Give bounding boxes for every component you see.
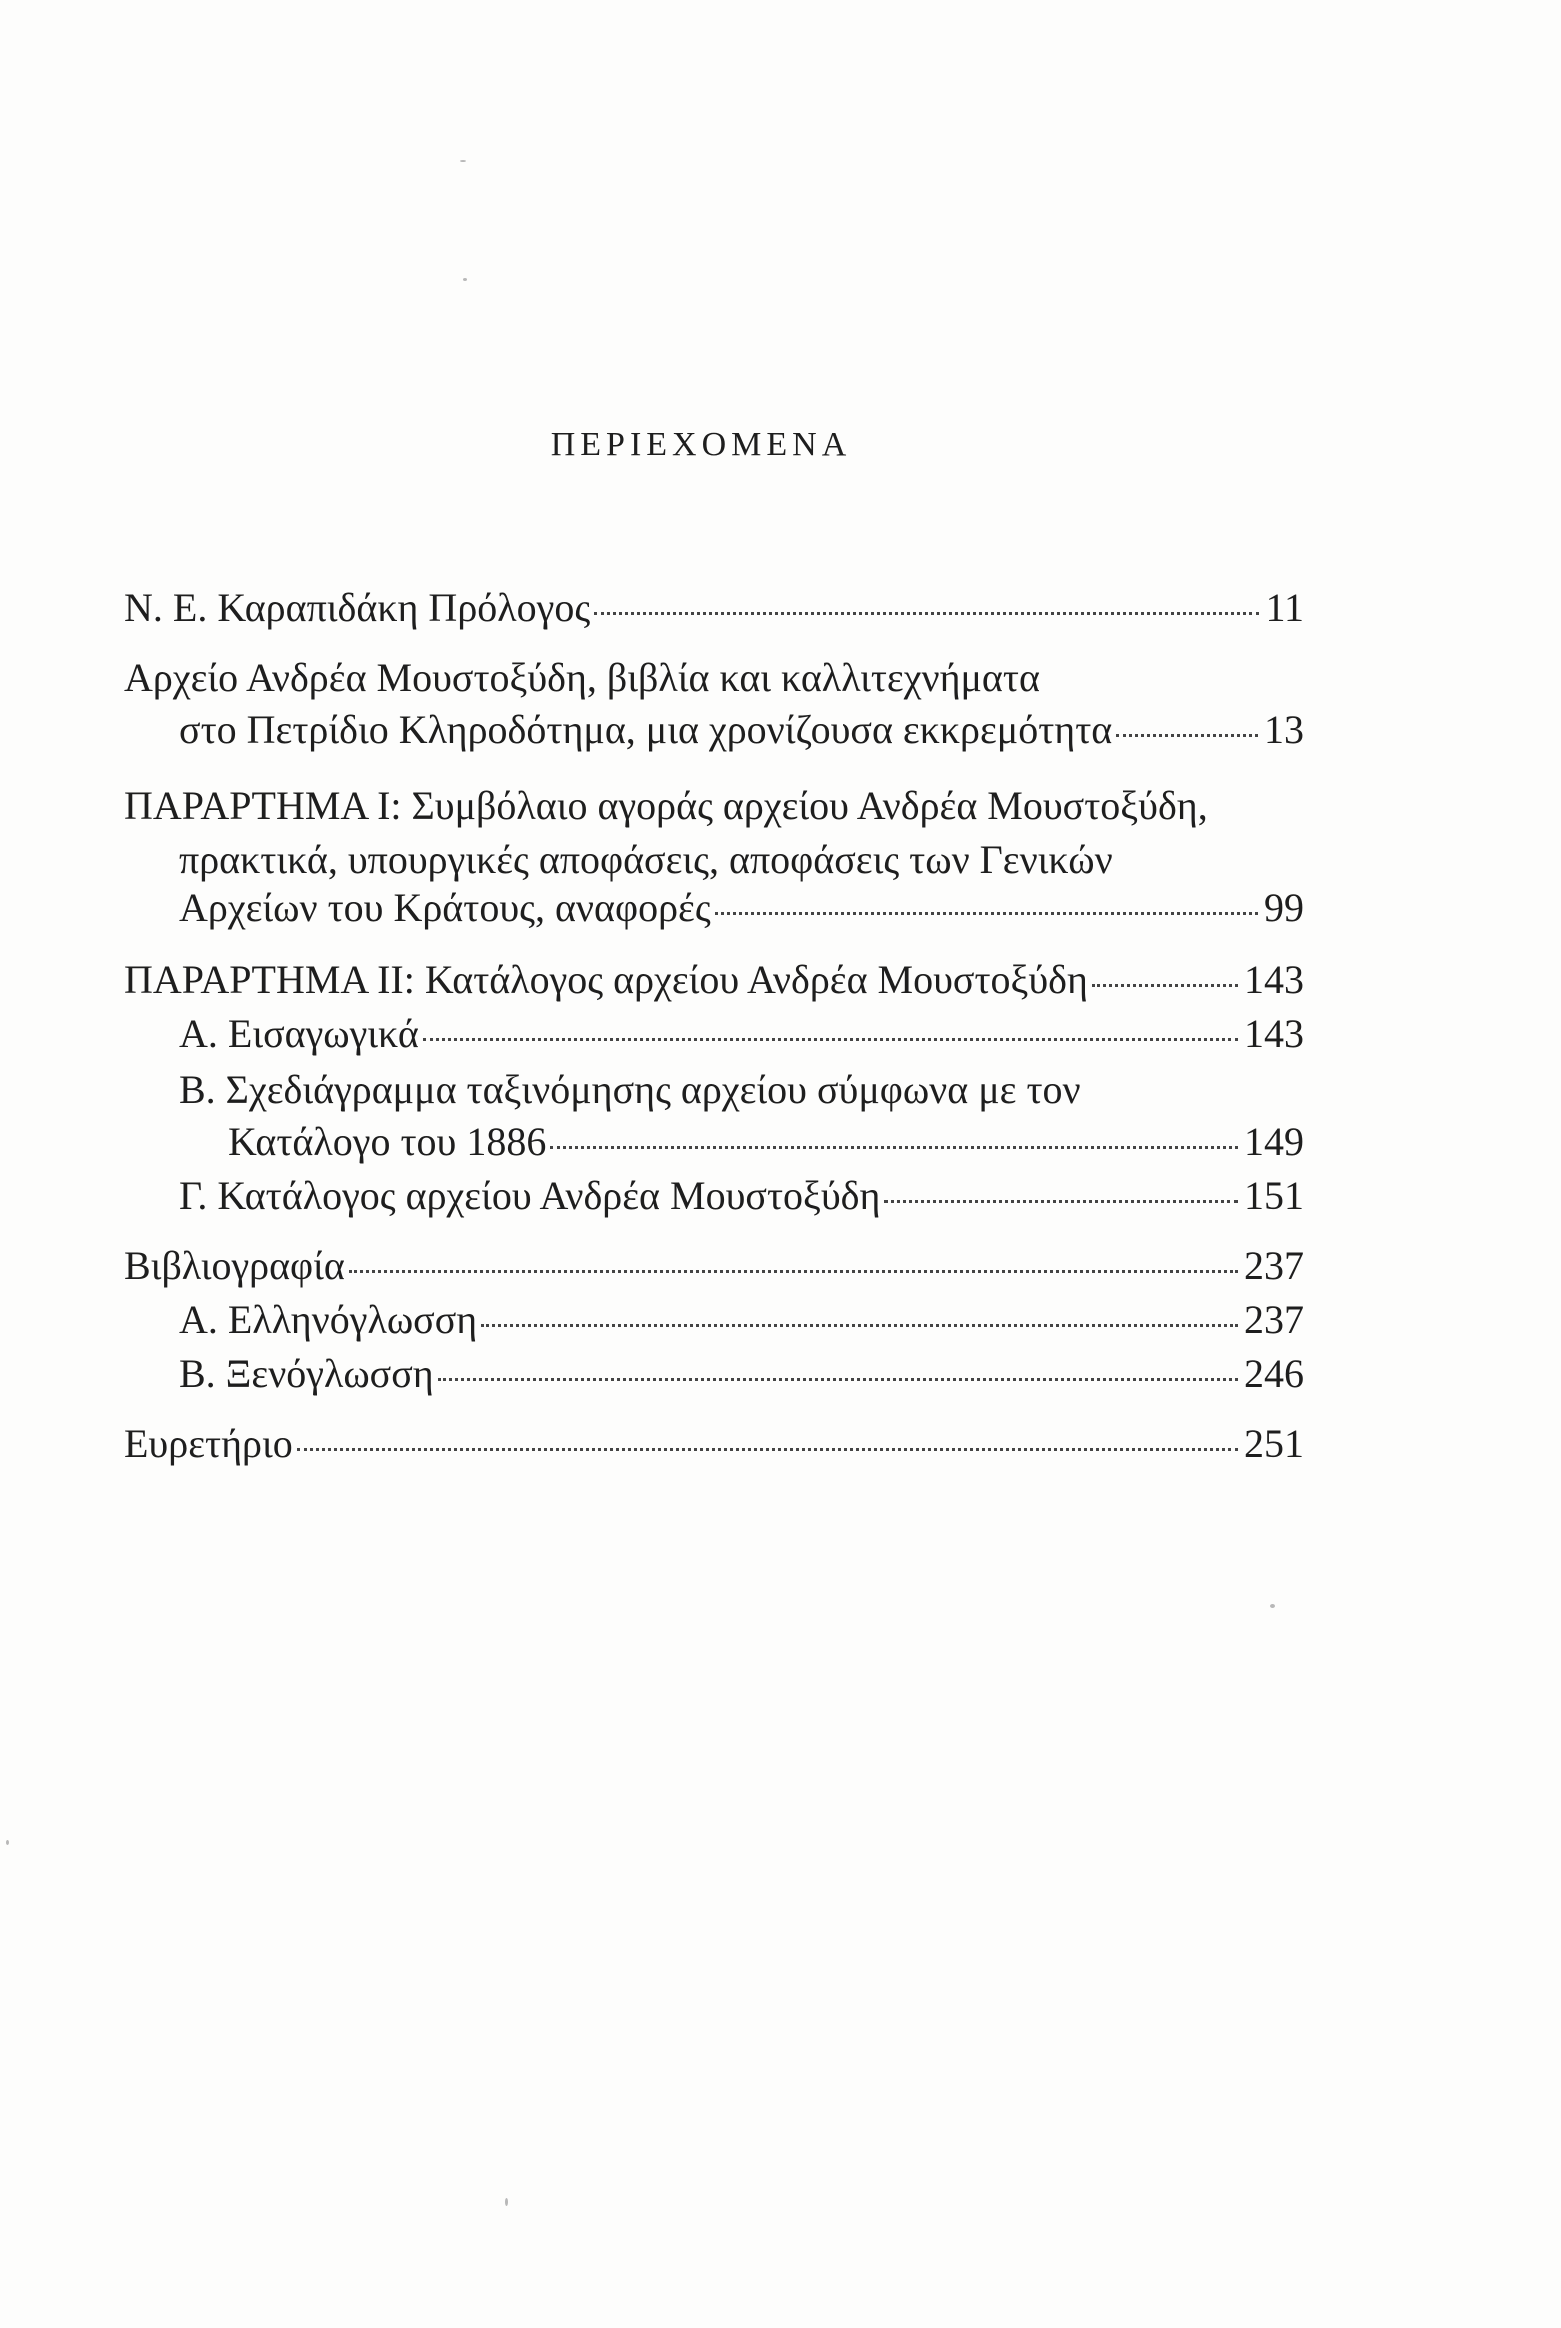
dot-leader [423,1038,1238,1041]
page-title: ΠΕΡΙΕΧΟΜΕΝΑ [550,426,852,463]
toc-entry-label: Β. Ξενόγλωσση [179,1351,434,1396]
toc-page-number: 11 [1265,585,1304,630]
dot-leader [481,1324,1238,1327]
dot-leader [297,1448,1238,1451]
dot-leader [594,612,1259,615]
toc-entry-appendix2-c [179,1172,1304,1220]
toc-page-number: 143 [1244,957,1304,1002]
scan-speck [505,2198,508,2206]
toc-page-number: 99 [1264,885,1304,930]
toc-entry-prologue [124,584,1304,632]
dot-leader [884,1200,1238,1203]
toc-entry-archive [179,706,1304,754]
toc-entry-label: Α. Ελληνόγλωσση [179,1297,478,1342]
scan-speck [6,1840,9,1845]
toc-entry-label: Ν. Ε. Καραπιδάκη Πρόλογος [124,585,591,630]
toc-page-number: 151 [1244,1173,1304,1218]
toc-entry-label: Γ. Κατάλογος αρχείου Ανδρέα Μουστοξύδη [179,1173,881,1218]
toc-entry-label: ΠΑΡΑΡΤΗΜΑ ΙΙ: Κατάλογος αρχείου Ανδρέα Μουστοξύδη [124,957,1088,1002]
toc-entry-appendix2-a [179,1010,1304,1058]
toc-page-number: 237 [1244,1297,1304,1342]
dot-leader [1116,734,1258,737]
toc-entry-label: Αρχείων του Κράτους, αναφορές [179,885,711,930]
toc-page-number: 143 [1244,1011,1304,1056]
toc-entry-label: Βιβλιογραφία [124,1243,345,1288]
toc-entry-archive-line1: Αρχείο Ανδρέα Μουστοξύδη, βιβλία και καλλιτεχνήματα [124,655,1040,700]
toc-entry-appendix2-b-line1: Β. Σχεδιάγραμμα ταξινόμησης αρχείου σύμφωνα με τον [179,1067,1081,1112]
dot-leader [349,1270,1238,1273]
toc-entry-index [124,1420,1304,1468]
toc-entry-appendix1-line2: πρακτικά, υπουργικές αποφάσεις, αποφάσεις των Γενικών [179,837,1113,882]
toc-page-number: 246 [1244,1351,1304,1396]
scan-speck [463,278,467,281]
toc-entry-label: Α. Εισαγωγικά [179,1011,419,1056]
toc-entry-label: Ευρετήριο [124,1421,293,1466]
dot-leader [715,912,1258,915]
toc-page-number: 149 [1244,1119,1304,1164]
dot-leader [550,1146,1238,1149]
toc-entry-label: Κατάλογο του 1886 [228,1119,547,1164]
dot-leader [1092,984,1238,987]
toc-page-number: 251 [1244,1421,1304,1466]
toc-entry-appendix2 [124,956,1304,1004]
scan-speck [1270,1604,1275,1608]
dot-leader [438,1378,1238,1381]
toc-entry-label: στο Πετρίδιο Κληροδότημα, μια χρονίζουσα εκκρεμότητα [179,707,1113,752]
scan-speck [460,160,466,162]
toc-entry-bibliography [124,1242,1304,1290]
toc-entry-bibliography-a [179,1296,1304,1344]
toc-entry-bibliography-b [179,1350,1304,1398]
toc-page-number: 237 [1244,1243,1304,1288]
toc-entry-appendix1 [179,884,1304,932]
toc-entry-appendix1-line1: ΠΑΡΑΡΤΗΜΑ Ι: Συμβόλαιο αγοράς αρχείου Ανδρέα Μουστοξύδη, [124,783,1208,828]
toc-page-number: 13 [1264,707,1304,752]
toc-entry-appendix2-b [228,1118,1304,1166]
